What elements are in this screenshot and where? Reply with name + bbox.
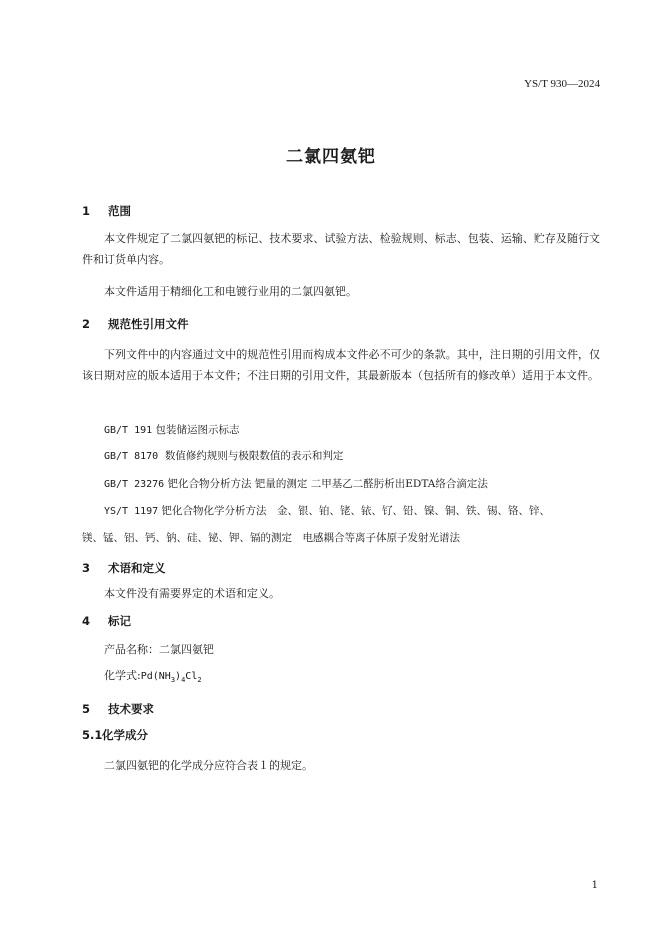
reference-title: 钯化合物分析方法 钯量的测定 二甲基乙二醛肟析出EDTA络合滴定法 bbox=[167, 478, 488, 490]
product-name-label: 产品名称： bbox=[104, 643, 159, 656]
subsection-5-1-paragraph: 二氯四氨钯的化学成分应符合表１的规定。 bbox=[104, 759, 313, 772]
section-number: 2 bbox=[82, 317, 91, 331]
reference-code: GB/T 23276 bbox=[104, 479, 165, 490]
section-title: 规范性引用文件 bbox=[108, 317, 189, 331]
chemical-formula bbox=[141, 671, 202, 682]
reference-title: 包装储运图示标志 bbox=[155, 424, 240, 436]
section-1-paragraph-1: 本文件规定了二氯四氨钯的标记、技术要求、试验方法、检验规则、标志、包装、运输、贮存及随行文件和订货单内容。 bbox=[82, 232, 600, 266]
section-title: 范围 bbox=[108, 204, 131, 218]
section-3-heading bbox=[82, 560, 166, 576]
reference-code: GB/T 8170 bbox=[104, 451, 159, 462]
reference-item bbox=[104, 448, 343, 463]
subsection-number: 5.1 bbox=[82, 728, 103, 742]
reference-item bbox=[104, 422, 240, 437]
section-number: 1 bbox=[82, 204, 91, 218]
standard-number: YS/T 930—2024 bbox=[524, 78, 600, 90]
chemical-formula-line bbox=[104, 668, 202, 688]
section-1-paragraph-2: 本文件适用于精细化工和电镀行业用的二氯四氨钯。 bbox=[104, 285, 357, 298]
section-title: 标记 bbox=[108, 614, 131, 628]
reference-title: 数值修约规则与极限数值的表示和判定 bbox=[164, 450, 344, 462]
formula-part: Cl bbox=[185, 671, 198, 682]
product-name-value: 二氯四氨钯 bbox=[159, 643, 214, 656]
reference-code: YS/T 1197 bbox=[104, 506, 159, 517]
section-3-paragraph-1: 本文件没有需要界定的术语和定义。 bbox=[104, 587, 280, 600]
section-number: 5 bbox=[82, 702, 91, 716]
formula-subscript: 4 bbox=[181, 676, 186, 684]
reference-item bbox=[104, 476, 488, 491]
section-title: 技术要求 bbox=[108, 702, 154, 716]
reference-title-continuation: 镁、锰、铝、钙、钠、硅、铋、钾、镉的测定 电感耦合等离子体原子发射光谱法 bbox=[82, 532, 460, 544]
subsection-5-1-heading bbox=[82, 727, 148, 743]
section-1-heading bbox=[82, 203, 131, 219]
section-number: 3 bbox=[82, 561, 91, 575]
formula-subscript: 2 bbox=[197, 676, 202, 684]
section-2-heading bbox=[82, 316, 189, 332]
section-2-paragraph-1: 下列文件中的内容通过文中的规范性引用而构成本文件必不可少的条款。其中，注日期的引用文件，仅该日期对应的版本适用于本文件；不注日期的引用文件，其最新版本（包括所有的修改单）适用于本文件。 bbox=[82, 348, 600, 382]
formula-label: 化学式: bbox=[104, 669, 141, 682]
page-number: 1 bbox=[591, 880, 598, 891]
document-title: 二氯四氨钯 bbox=[286, 147, 376, 167]
subsection-title: 化学成分 bbox=[102, 728, 148, 742]
section-number: 4 bbox=[82, 614, 91, 628]
section-4-heading bbox=[82, 613, 131, 629]
reference-title: 钯化合物化学分析方法 金、银、铂、铑、铱、钌、铅、镍、铜、铁、锡、铬、锌、 bbox=[161, 505, 551, 517]
formula-part: Pd(NH bbox=[140, 671, 171, 682]
section-title: 术语和定义 bbox=[108, 561, 166, 575]
product-name-line bbox=[104, 642, 214, 658]
reference-code: GB/T 191 bbox=[104, 425, 153, 436]
formula-subscript: 3 bbox=[170, 676, 176, 684]
section-5-heading bbox=[82, 701, 154, 717]
reference-item bbox=[104, 503, 550, 518]
formula-part: ) bbox=[175, 671, 182, 682]
